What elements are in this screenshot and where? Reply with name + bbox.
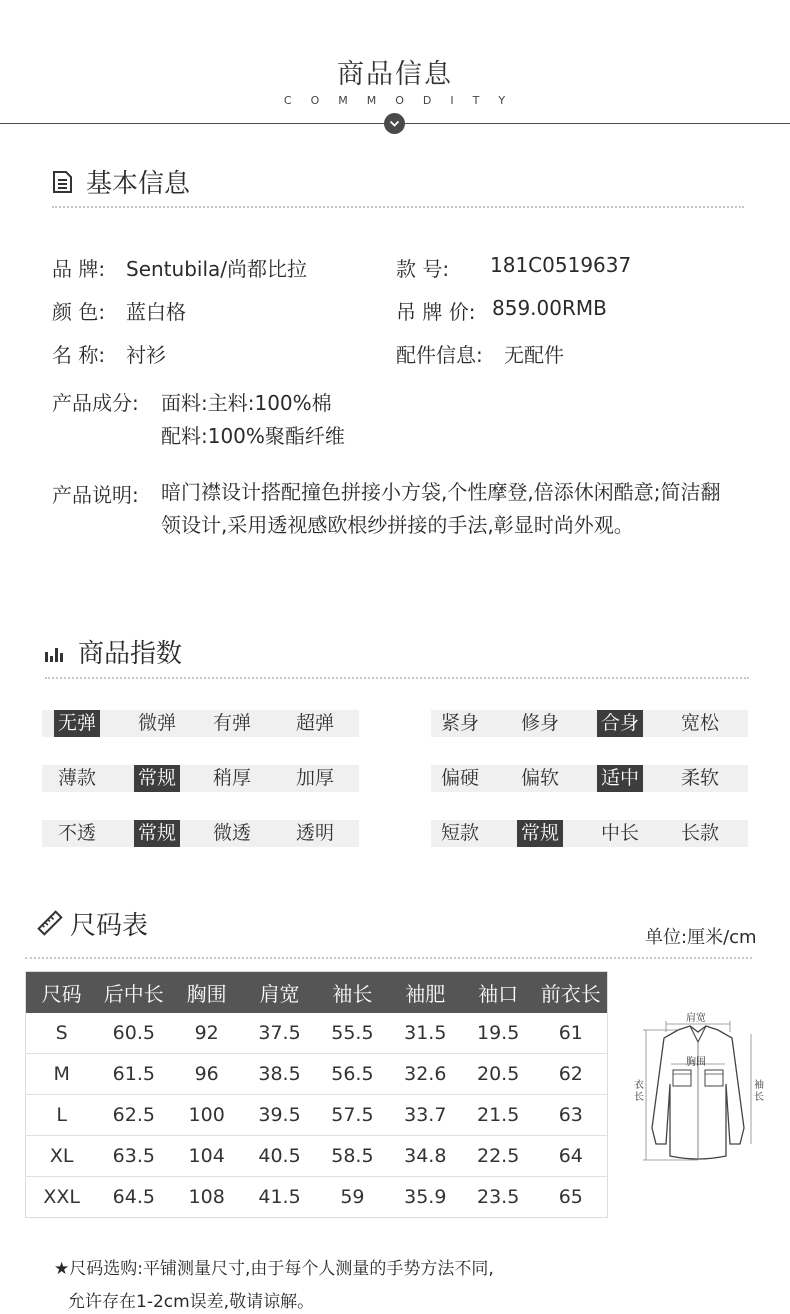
size-table [25,971,608,1218]
size-cell: XL [26,1136,98,1177]
size-row [26,1054,608,1095]
size-cell: L [26,1095,98,1136]
size-cell: 35.9 [404,1186,447,1208]
style-no-label: 款 号: [396,257,450,281]
index-option-softness-0: 偏硬 [440,767,479,789]
size-chart-title: 尺码表 [70,911,149,941]
size-cell: 64 [535,1136,608,1177]
size-cell: 104 [170,1136,243,1177]
dotted-divider [45,677,749,679]
sleeve-label: 袖长 [754,1080,764,1103]
size-cell: 92 [170,1013,243,1054]
size-cell: 108 [188,1186,225,1208]
size-header-cell: 肩宽 [243,972,316,1013]
index-row-length [431,820,748,847]
style-no-value: 181C0519637 [490,253,632,277]
index-option-thickness-2: 稍厚 [212,767,251,789]
size-cell: 40.5 [243,1136,316,1177]
size-row [26,1095,608,1136]
size-cell: 64.5 [112,1186,155,1208]
size-cell: 59 [340,1186,365,1208]
size-cell: 57.5 [316,1095,389,1136]
color-label: 颜 色: [52,300,106,324]
index-row-stretch [42,710,359,737]
length-label: 衣长 [634,1080,644,1103]
index-option-sheerness-1: 常规 [134,820,180,847]
index-option-softness-2: 适中 [597,765,643,792]
index-row-softness [431,765,748,792]
name-label: 名 称: [52,343,106,367]
size-cell: 60.5 [97,1013,170,1054]
index-option-softness-1: 偏软 [520,767,559,789]
size-cell: 62.5 [97,1095,170,1136]
page-title: 商品信息 [337,59,453,90]
size-cell: 41.5 [258,1186,301,1208]
index-option-thickness-3: 加厚 [295,767,334,789]
index-option-sheerness-2: 微透 [212,822,251,844]
composition-label: 产品成分: [52,391,139,415]
size-cell: 61.5 [97,1054,170,1095]
size-header-cell: 前衣长 [535,972,608,1013]
color-value: 蓝白格 [126,300,186,324]
size-cell: S [26,1013,98,1054]
size-row [26,1177,608,1218]
index-option-fit-2: 合身 [597,710,643,737]
chest-label: 胸围 [686,1057,706,1068]
bar-chart-icon [45,646,65,666]
size-cell: 21.5 [462,1095,535,1136]
index-title: 商品指数 [78,639,183,669]
description-text: 暗门襟设计搭配撞色拼接小方袋,个性摩登,倍添休闲酷意;简洁翻领设计,采用透视感欧根纱拼接的手法,彰显时尚外观。 [161,480,721,537]
shoulder-label: 肩宽 [686,1013,706,1024]
index-option-stretch-1: 微弹 [137,712,176,734]
size-cell: 100 [170,1095,243,1136]
basic-info-title: 基本信息 [86,169,191,199]
tag-price-value: 859.00RMB [492,296,607,320]
size-cell: 38.5 [243,1054,316,1095]
size-cell: 20.5 [462,1054,535,1095]
accessories-value: 无配件 [504,343,564,367]
size-cell: 19.5 [462,1013,535,1054]
size-header-cell: 胸围 [170,972,243,1013]
dotted-divider [52,206,744,208]
brand-label: 品 牌: [52,257,106,281]
index-option-sheerness-0: 不透 [57,822,96,844]
index-row-fit [431,710,748,737]
brand-value: Sentubila/尚都比拉 [126,257,307,281]
size-cell: 31.5 [389,1013,462,1054]
index-option-fit-0: 紧身 [440,712,479,734]
index-option-thickness-0: 薄款 [57,767,96,789]
size-row [26,1013,608,1054]
size-cell: 96 [170,1054,243,1095]
size-note-line-2: 允许存在1-2cm误差,敬请谅解。 [68,1292,315,1312]
index-option-sheerness-3: 透明 [295,822,334,844]
index-option-thickness-1: 常规 [134,765,180,792]
index-option-length-3: 长款 [680,822,719,844]
size-header-cell: 袖长 [316,972,389,1013]
shirt-measurement-diagram [628,1008,768,1168]
size-note-line-1: ★尺码选购:平铺测量尺寸,由于每个人测量的手势方法不同, [54,1259,494,1279]
size-cell: XXL [43,1186,80,1208]
size-cell: 55.5 [316,1013,389,1054]
index-option-fit-3: 宽松 [680,712,719,734]
unit-label: 单位:厘米/cm [645,927,757,948]
index-option-softness-3: 柔软 [680,767,719,789]
description-label: 产品说明: [52,483,139,507]
index-row-thickness [42,765,359,792]
size-header-cell: 后中长 [97,972,170,1013]
size-cell: 33.7 [389,1095,462,1136]
size-row [26,1136,608,1177]
index-option-fit-1: 修身 [520,712,559,734]
dotted-divider [25,957,752,959]
size-header-cell: 尺码 [26,972,98,1013]
size-cell: 23.5 [477,1186,520,1208]
page-subtitle: COMMODITY [283,94,525,107]
size-cell: 63.5 [97,1136,170,1177]
composition-line-1: 面料:主料:100%棉 [161,391,332,415]
index-option-length-1: 常规 [517,820,563,847]
size-cell: 22.5 [462,1136,535,1177]
size-cell: 56.5 [316,1054,389,1095]
size-header-cell: 袖肥 [389,972,462,1013]
index-row-sheerness [42,820,359,847]
document-icon [52,170,73,198]
size-cell: 65 [558,1186,583,1208]
size-header-cell: 袖口 [462,972,535,1013]
composition-line-2: 配料:100%聚酯纤维 [161,424,345,448]
size-cell: 32.6 [389,1054,462,1095]
size-cell: 34.8 [389,1136,462,1177]
name-value: 衬衫 [126,343,166,367]
size-cell: 62 [535,1054,608,1095]
index-option-stretch-0: 无弹 [54,710,100,737]
index-option-stretch-3: 超弹 [295,712,334,734]
tag-price-label: 吊 牌 价: [396,300,476,324]
size-cell: 58.5 [316,1136,389,1177]
size-cell: 63 [535,1095,608,1136]
size-cell: 39.5 [243,1095,316,1136]
ruler-icon [37,910,63,940]
index-option-length-0: 短款 [440,822,479,844]
size-cell: 37.5 [243,1013,316,1054]
shirt-icon [628,1008,768,1168]
index-option-length-2: 中长 [600,822,639,844]
size-cell: M [26,1054,98,1095]
size-cell: 61 [535,1013,608,1054]
index-option-stretch-2: 有弹 [212,712,251,734]
size-table-header [26,972,608,1013]
accessories-label: 配件信息: [396,343,483,367]
chevron-down-icon[interactable] [384,113,405,134]
